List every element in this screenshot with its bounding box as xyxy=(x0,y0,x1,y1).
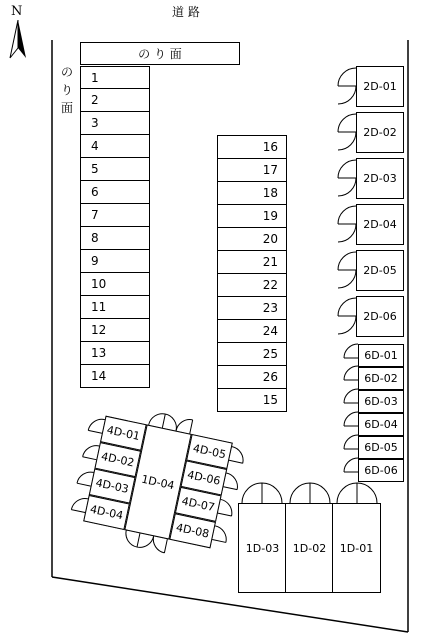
unit-2d-02[interactable]: 2D-02 xyxy=(356,112,404,153)
parking-slot-1[interactable]: 1 xyxy=(80,66,150,89)
parking-slot-14[interactable]: 14 xyxy=(80,364,150,388)
parking-slot-26[interactable]: 26 xyxy=(217,365,287,389)
unit-1d-01[interactable]: 1D-01 xyxy=(332,503,381,593)
parking-slot-23[interactable]: 23 xyxy=(217,296,287,320)
slope-top-label: の り 面 xyxy=(138,46,182,61)
unit-6d-05[interactable]: 6D-05 xyxy=(358,436,404,459)
cluster-4d xyxy=(83,416,233,549)
parking-slot-8[interactable]: 8 xyxy=(80,226,150,250)
unit-6d-02[interactable]: 6D-02 xyxy=(358,367,404,390)
slope-side-char-2: り xyxy=(61,83,74,97)
unit-4d-05[interactable]: 4D-05 xyxy=(186,434,233,469)
unit-4d-03[interactable]: 4D-03 xyxy=(89,468,136,503)
parking-slot-3[interactable]: 3 xyxy=(80,111,150,135)
unit-2d-06[interactable]: 2D-06 xyxy=(356,296,404,337)
parking-slot-10[interactable]: 10 xyxy=(80,272,150,296)
parking-slot-20[interactable]: 20 xyxy=(217,227,287,251)
unit-1d-04[interactable]: 1D-04 xyxy=(124,424,191,539)
unit-4d-02[interactable]: 4D-02 xyxy=(94,442,141,477)
parking-slot-15[interactable]: 15 xyxy=(217,388,287,412)
parking-slot-11[interactable]: 11 xyxy=(80,295,150,319)
unit-6d-04[interactable]: 6D-04 xyxy=(358,413,404,436)
bottom-1d-row xyxy=(238,503,381,593)
unit-4d-01[interactable]: 4D-01 xyxy=(100,416,147,451)
unit-6d-06[interactable]: 6D-06 xyxy=(358,459,404,482)
parking-slot-22[interactable]: 22 xyxy=(217,273,287,297)
parking-slot-21[interactable]: 21 xyxy=(217,250,287,274)
unit-6d-03[interactable]: 6D-03 xyxy=(358,390,404,413)
parking-slot-16[interactable]: 16 xyxy=(217,135,287,159)
parking-slot-24[interactable]: 24 xyxy=(217,319,287,343)
unit-4d-06[interactable]: 4D-06 xyxy=(180,460,227,495)
parking-slot-6[interactable]: 6 xyxy=(80,180,150,204)
parking-slot-13[interactable]: 13 xyxy=(80,341,150,365)
unit-1d-03[interactable]: 1D-03 xyxy=(238,503,287,593)
parking-slot-5[interactable]: 5 xyxy=(80,157,150,181)
road-label: 道 路 xyxy=(172,5,200,19)
unit-2d-03[interactable]: 2D-03 xyxy=(356,158,404,199)
slope-side-char-3: 面 xyxy=(61,101,74,115)
parking-slot-9[interactable]: 9 xyxy=(80,249,150,273)
parking-slot-19[interactable]: 19 xyxy=(217,204,287,228)
north-label: N xyxy=(11,4,23,19)
parking-slot-2[interactable]: 2 xyxy=(80,88,150,112)
unit-2d-04[interactable]: 2D-04 xyxy=(356,204,404,245)
parking-slot-7[interactable]: 7 xyxy=(80,203,150,227)
unit-4d-08[interactable]: 4D-08 xyxy=(169,513,216,548)
parking-slot-17[interactable]: 17 xyxy=(217,158,287,182)
parking-slot-18[interactable]: 18 xyxy=(217,181,287,205)
parking-slot-4[interactable]: 4 xyxy=(80,134,150,158)
slope-side-char-1: の xyxy=(61,65,74,79)
unit-2d-01[interactable]: 2D-01 xyxy=(356,66,404,107)
parking-slot-25[interactable]: 25 xyxy=(217,342,287,366)
parking-slot-12[interactable]: 12 xyxy=(80,318,150,342)
unit-2d-05[interactable]: 2D-05 xyxy=(356,250,404,291)
unit-4d-07[interactable]: 4D-07 xyxy=(175,487,222,522)
unit-1d-02[interactable]: 1D-02 xyxy=(285,503,334,593)
unit-6d-01[interactable]: 6D-01 xyxy=(358,344,404,367)
unit-4d-04[interactable]: 4D-04 xyxy=(83,495,130,530)
